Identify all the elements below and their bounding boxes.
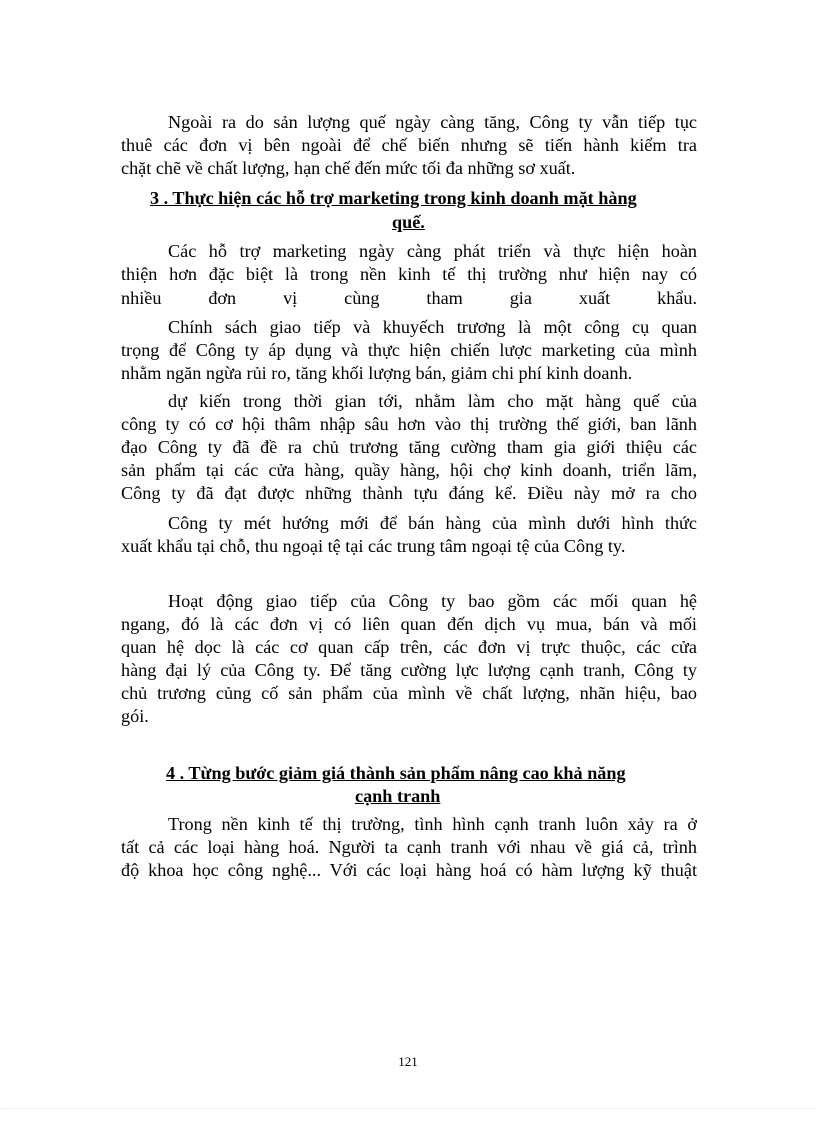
heading-line: 4 . Từng bước giảm giá thành sản phẩm nâng cao khả năng	[166, 763, 626, 783]
text-line: đạo Công ty đã đề ra chủ trương tăng cường tham gia giới thiệu các	[121, 437, 697, 457]
text-line: hàng đại lý của Công ty. Để tăng cường lực lượng cạnh tranh, Công ty	[121, 660, 697, 680]
text-line: Hoạt động giao tiếp của Công ty bao gồm các mối quan hệ	[168, 591, 697, 611]
text-line: dự kiến trong thời gian tới, nhằm làm cho mặt hàng quế của	[168, 391, 697, 411]
page-bottom-divider	[0, 1108, 816, 1109]
text-line: thuê các đơn vị bên ngoài để chế biến nhưng sẽ tiến hành kiểm tra	[121, 135, 697, 155]
text-line: ngang, đó là các đơn vị có liên quan đến dịch vụ mua, bán và mối	[121, 614, 697, 634]
text-line: trọng để Công ty áp dụng và thực hiện chiến lược marketing của mình	[121, 340, 697, 360]
text-line: Ngoài ra do sản lượng quế ngày càng tăng, Công ty vẫn tiếp tục	[168, 112, 697, 132]
text-line: độ khoa học công nghệ... Với các loại hàng hoá có hàm lượng kỹ thuật	[121, 860, 697, 880]
text-line: sản phẩm tại các cửa hàng, quầy hàng, hội chợ kinh doanh, triển lãm,	[121, 460, 697, 480]
text-line: chặt chẽ về chất lượng, hạn chế đến mức tối đa những sơ xuất.	[121, 158, 576, 178]
heading-line: cạnh tranh	[355, 786, 441, 806]
text-line: chủ trương củng cố sản phẩm của mình về chất lượng, nhãn hiệu, bao	[121, 683, 697, 703]
heading-line: 3 . Thực hiện các hỗ trợ marketing trong kinh doanh mặt hàng	[150, 188, 637, 208]
text-line: Các hỗ trợ marketing ngày càng phát triển và thực hiện hoàn	[168, 241, 697, 261]
text-line: nhằm ngăn ngừa rủi ro, tăng khối lượng bán, giảm chi phí kinh doanh.	[121, 363, 633, 383]
text-line: Công ty đã đạt được những thành tựu đáng kể. Điều này mở ra cho	[121, 483, 697, 503]
text-line: Trong nền kinh tế thị trường, tình hình cạnh tranh luôn xảy ra ở	[168, 814, 697, 834]
text-line: Chính sách giao tiếp và khuyếch trương là một công cụ quan	[168, 317, 697, 337]
text-line: xuất khẩu tại chỗ, thu ngoại tệ tại các trung tâm ngoại tệ của Công ty.	[121, 536, 626, 556]
text-line: quan hệ dọc là các cơ quan cấp trên, các đơn vị trực thuộc, các cửa	[121, 637, 697, 657]
text-line: gói.	[121, 706, 149, 726]
page-number: 121	[398, 1054, 418, 1069]
text-line: Công ty mét hướng mới để bán hàng của mình dưới hình thức	[168, 513, 697, 533]
text-line: tất cả các loại hàng hoá. Người ta cạnh tranh với nhau về giá cả, trình	[121, 837, 697, 857]
text-line: nhiều đơn vị cùng tham gia xuất khẩu.	[121, 288, 697, 308]
heading-line: quế.	[392, 212, 425, 232]
text-line: thiện hơn đặc biệt là trong nền kinh tế thị trường như hiện nay có	[121, 264, 697, 284]
text-line: công ty có cơ hội thâm nhập sâu hơn vào thị trường thế giới, ban lãnh	[121, 414, 697, 434]
